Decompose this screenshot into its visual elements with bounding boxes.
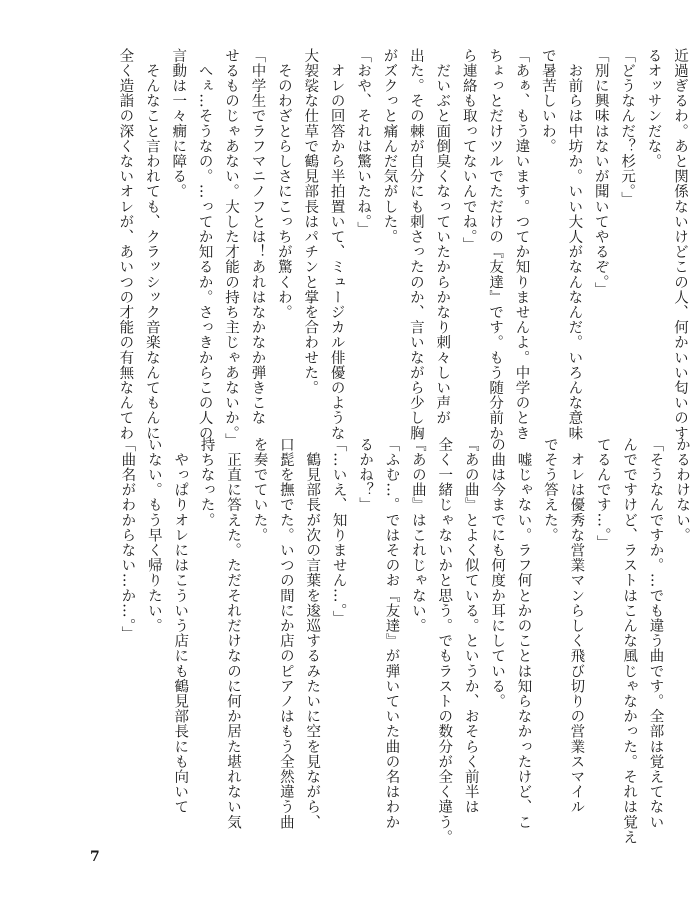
text-line: オレは優秀な営業マンらしく飛び切りの営業スマイル bbox=[568, 437, 585, 815]
text-line: 「どうなんだ？杉元。」 bbox=[619, 48, 636, 207]
text-block-bottom bbox=[114, 437, 695, 845]
text-line: そのわざとらしさにこっちが驚くわ。 bbox=[275, 48, 292, 320]
text-line: でそう答えた。 bbox=[541, 437, 558, 543]
text-line: 鶴見部長が次の言葉を逡巡するみたいに空を見ながら、 bbox=[304, 437, 321, 830]
text-line: がズクっと痛んだ気がした。 bbox=[381, 48, 398, 245]
text-line: てるんです…。」 bbox=[594, 437, 611, 551]
text-line: そんなこと言われても、クラッシック音楽なんてもんに bbox=[143, 48, 160, 441]
text-line: 全く造詣の深くないオレが、あいつの才能の有無なんてわ bbox=[117, 48, 134, 441]
text-line: 「おや、それは驚いたね。」 bbox=[355, 48, 372, 238]
text-line: だいぶと面倒臭くなっていたからかなり刺々しい声が bbox=[434, 48, 451, 426]
text-line: 出た。その棘が自分にも刺さったのか、言いながら少し胸 bbox=[407, 48, 424, 441]
text-line: 『あの曲』はこれじゃない。 bbox=[409, 437, 426, 634]
text-line: 「そうなんですか。…でも違う曲です。全部は覚えてない bbox=[647, 437, 664, 830]
text-block-top bbox=[112, 48, 693, 449]
text-line: んでですけど、ラストはこんな風じゃなかった。それは覚え bbox=[621, 437, 638, 845]
text-line: 『あの曲』とよく似ている。というか、おそらく前半は bbox=[462, 437, 479, 815]
text-line: 「ふむ…。ではそのお『友達』が弾いていた曲の名はわか bbox=[383, 437, 400, 830]
page-number: 7 bbox=[90, 849, 100, 865]
text-line: るオッサンだな。 bbox=[645, 48, 662, 169]
text-line: お前らは中坊か。いい大人がなんなんだ。いろんな意味 bbox=[566, 48, 583, 441]
text-line: 「中学生でラフマニノフとは！あれはなかなか弾きこな bbox=[249, 48, 266, 426]
text-line: 近過ぎるわ。あと関係ないけどこの人、何かいい匂いのす bbox=[671, 48, 688, 441]
text-line: オレの回答から半拍置いて、ミュージカル俳優のような bbox=[328, 48, 345, 441]
text-line: 持ちなった。 bbox=[198, 437, 215, 528]
text-line: 言動は一々癇に障る。 bbox=[170, 48, 187, 199]
text-line: 「曲名がわからない…か…。」 bbox=[119, 437, 136, 642]
text-line: せるものじゃあない。大した才能の持ち主じゃあないか。」 bbox=[223, 48, 240, 449]
text-line: ちょっとだけツルでただけの『友達』です。もう随分前か bbox=[487, 48, 504, 441]
text-line: 嘘じゃない。ラフ何とかのことは知らなかったけど、こ bbox=[515, 437, 532, 830]
text-line: るかね？」 bbox=[357, 437, 374, 513]
text-line: 全く一緒じゃないかと思う。でもラストの数分が全く違う。 bbox=[436, 437, 453, 845]
text-line: を奏でていた。 bbox=[251, 437, 268, 543]
text-line: 正直に答えた。ただそれだけなのに何か居た堪れない気 bbox=[225, 437, 242, 830]
text-line: かるわけない。 bbox=[673, 437, 690, 543]
text-line: 大袈裟な仕草で鶴見部長はパチンと掌を合わせた。 bbox=[302, 48, 319, 396]
text-line: で暑苦しいわ。 bbox=[539, 48, 556, 154]
text-line: へぇ…そうなの。…ってか知るか。さっきからこの人の bbox=[196, 48, 213, 441]
text-line: 「あぁ、もう違います。つてか知りませんよ。中学のとき bbox=[513, 48, 530, 441]
text-line: 口髭を撫でた。いつの間にか店のピアノはもう全然違う曲 bbox=[277, 437, 294, 830]
text-line: 「別に興味はないが聞いてやるぞ。」 bbox=[592, 48, 609, 298]
text-line: やっぱりオレにはこういう店にも鶴見部長にも向いて bbox=[172, 437, 189, 815]
text-line: 「…いえ、知りません…。」 bbox=[330, 437, 347, 627]
text-line: ら連絡も取ってないんでね。」 bbox=[460, 48, 477, 253]
text-line: いない。もう早く帰りたい。 bbox=[145, 437, 162, 634]
text-line: の曲は今までにも何度か耳にしている。 bbox=[489, 437, 506, 709]
